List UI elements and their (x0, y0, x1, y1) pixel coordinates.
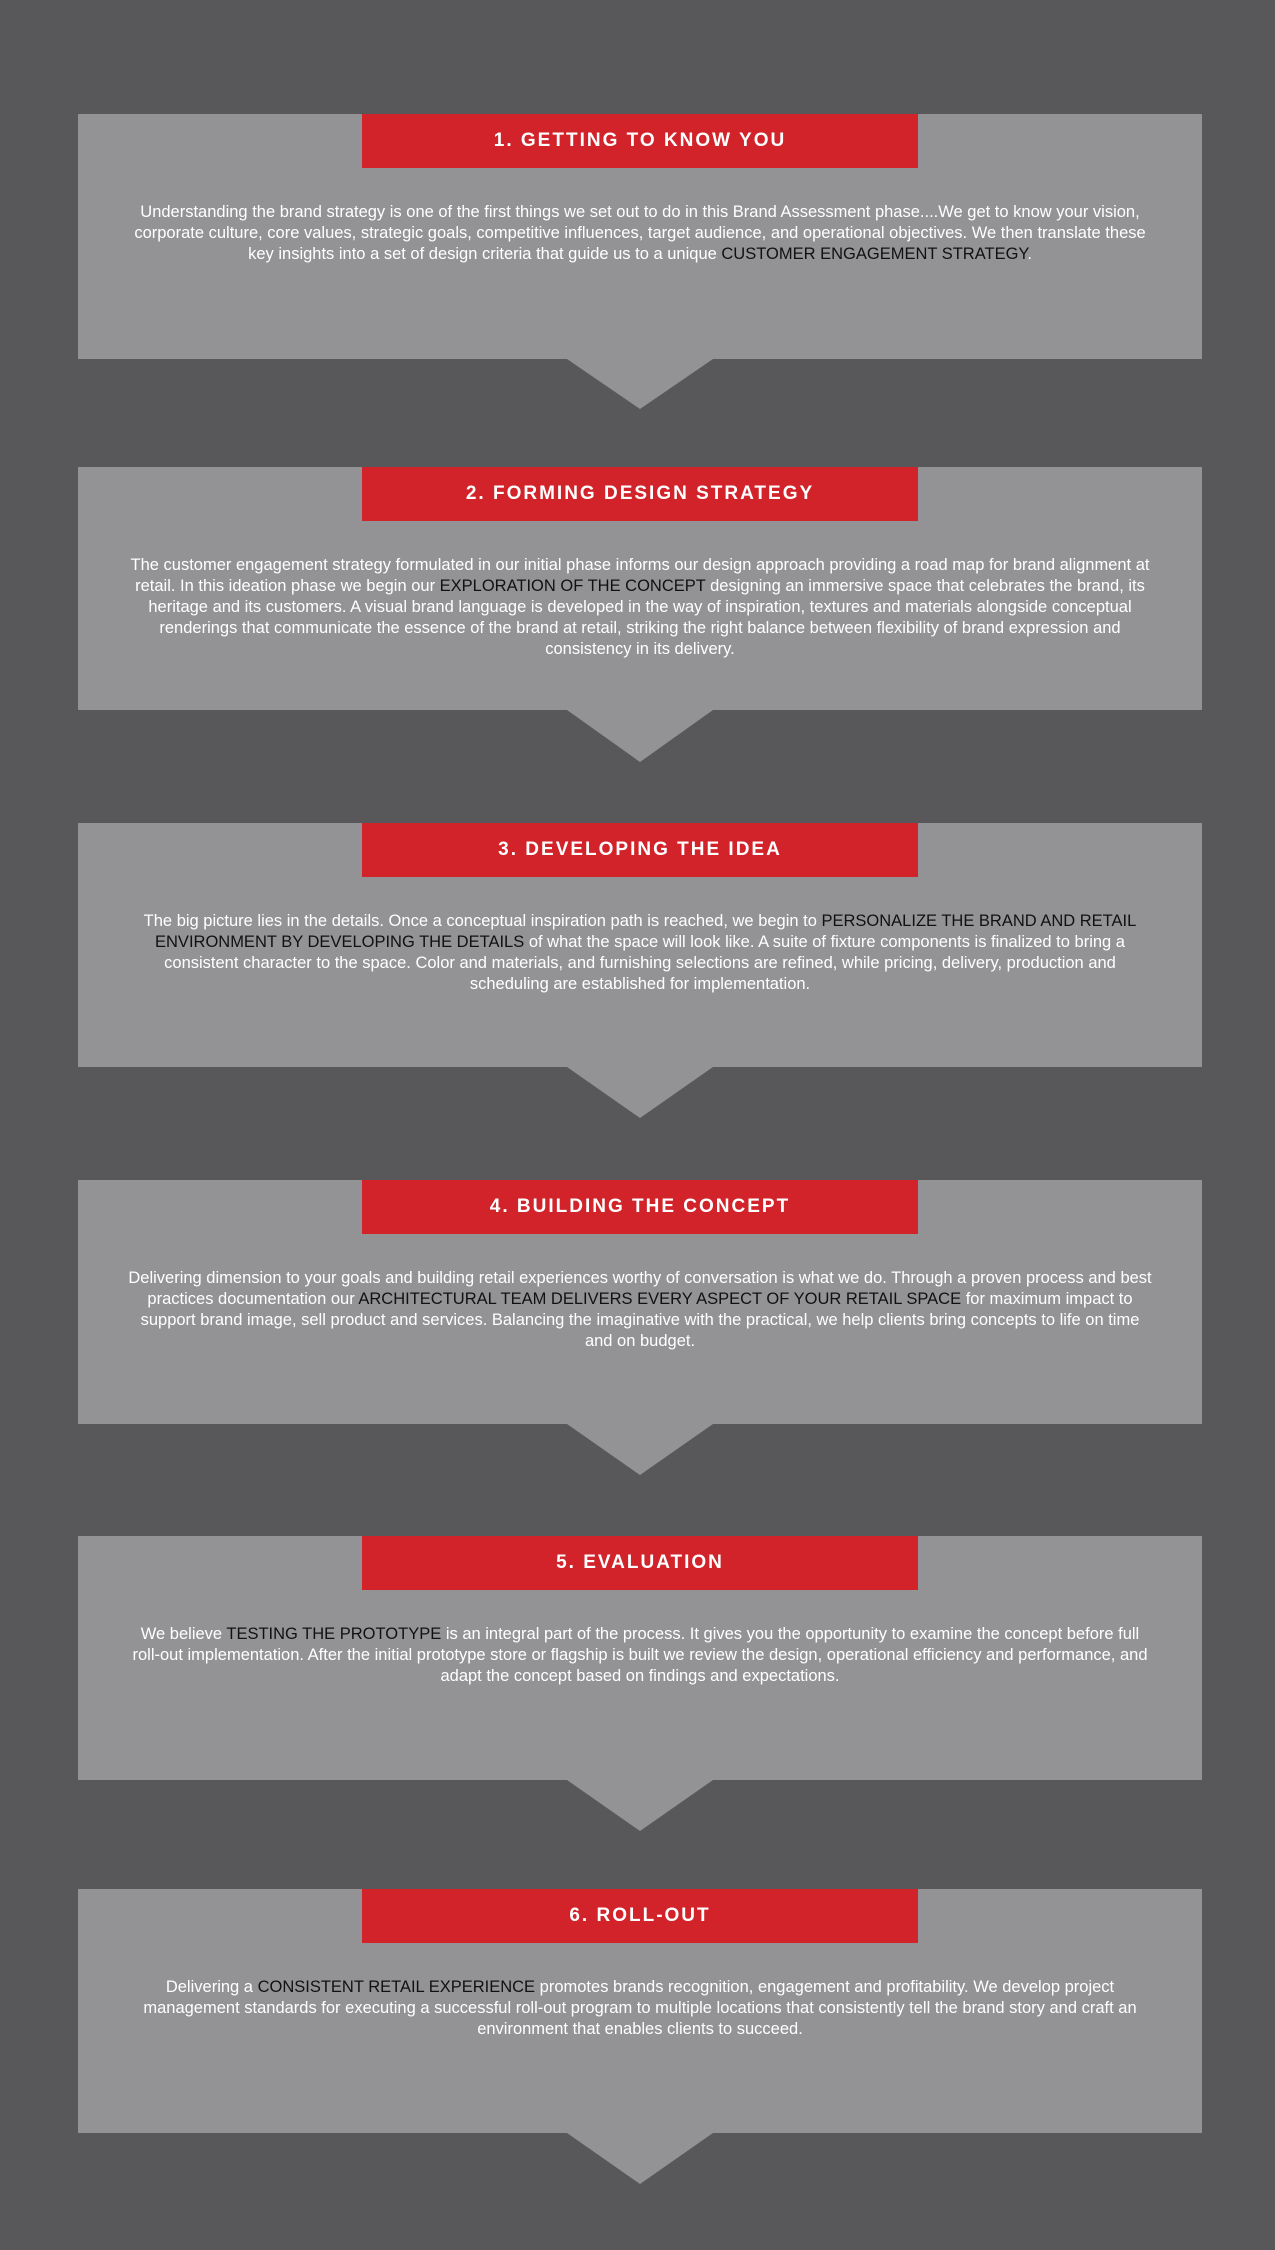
description-text: The big picture lies in the details. Once a conceptual inspiration path is reached, we begin to (143, 912, 822, 930)
phase-title: 1. GETTING TO KNOW YOU (493, 130, 787, 151)
phase-title-bar (362, 1536, 918, 1590)
phase-title-bar (362, 1180, 918, 1234)
description-text-end: of what the space will look like. A suite of fixture components is finalized to bring a consistent character to the space. Color and materials, and furnishing selections are refined, while pricing, delivery, production and scheduling are established for implementation. (164, 933, 1125, 993)
phase-title: 6. ROLL-OUT (569, 1905, 711, 1926)
description-highlight: CONSISTENT RETAIL EXPERIENCE (257, 1978, 536, 1996)
phase-card-6 (78, 1889, 1202, 2184)
phase-title-bar (362, 467, 918, 521)
phase-card-4 (78, 1180, 1202, 1475)
phase-description (128, 1624, 1152, 1687)
description-highlight: PERSONALIZE THE BRAND AND RETAIL ENVIRONMENT BY DEVELOPING THE DETAILS (155, 912, 1137, 951)
phase-card-1 (78, 114, 1202, 409)
description-highlight: TESTING THE PROTOTYPE (226, 1625, 442, 1643)
description-highlight: EXPLORATION OF THE CONCEPT (439, 577, 706, 595)
phase-title-bar (362, 1889, 918, 1943)
phase-description (128, 555, 1152, 660)
phase-title: 5. EVALUATION (556, 1552, 724, 1573)
phase-card-5 (78, 1536, 1202, 1831)
phase-description (128, 202, 1152, 265)
phase-title: 3. DEVELOPING THE IDEA (498, 839, 782, 860)
description-text-end: for maximum impact to support brand image, sell product and services. Balancing the imaginative with the practical, we help clients bring concepts to life on time and on budget. (140, 1290, 1140, 1350)
phase-title: 2. FORMING DESIGN STRATEGY (465, 483, 815, 504)
description-text: Understanding the brand strategy is one of the first things we set out to do in this Brand Assessment phase....We get to know your vision, corporate culture, core values, strategic goals, competitive influences, target audience, and operational objectives. We then translate these key insights into a set of design criteria that guide us to a unique (134, 203, 1146, 263)
description-highlight: ARCHITECTURAL TEAM DELIVERS EVERY ASPECT OF YOUR RETAIL SPACE (358, 1290, 962, 1308)
phase-card-3 (78, 823, 1202, 1118)
description-text-end: designing an immersive space that celebrates the brand, its heritage and its customers. A visual brand language is developed in the way of inspiration, textures and materials alongside conceptual renderings that communicate the essence of the brand at retail, striking the right balance between flexibility of brand expression and consistency in its delivery. (148, 577, 1145, 658)
description-text: Delivering dimension to your goals and building retail experiences worthy of conversation is what we do. Through a proven process and best practices documentation our (128, 1269, 1152, 1308)
phase-card-2 (78, 467, 1202, 762)
description-text: We believe (140, 1625, 227, 1643)
phase-description (128, 1977, 1152, 2040)
phase-description (128, 911, 1152, 995)
phase-title-bar (362, 114, 918, 168)
description-text: The customer engagement strategy formulated in our initial phase informs our design approach providing a road map for brand alignment at retail. In this ideation phase we begin our (130, 556, 1150, 595)
phase-title: 4. BUILDING THE CONCEPT (489, 1196, 791, 1217)
description-highlight: CUSTOMER ENGAGEMENT STRATEGY (721, 245, 1028, 263)
description-text: Delivering a (165, 1978, 258, 1996)
phase-description (128, 1268, 1152, 1352)
description-text-end: promotes brands recognition, engagement and profitability. We develop project management standards for executing a successful roll-out program to multiple locations that consistently tell the brand story and craft an environment that enables clients to succeed. (143, 1978, 1137, 2038)
description-text-end: . (1027, 245, 1032, 263)
description-text-end: is an integral part of the process. It gives you the opportunity to examine the concept before full roll-out implementation. After the initial prototype store or flagship is built we review the design, operational efficiency and performance, and adapt the concept based on findings and expectations. (132, 1625, 1148, 1685)
phase-title-bar (362, 823, 918, 877)
